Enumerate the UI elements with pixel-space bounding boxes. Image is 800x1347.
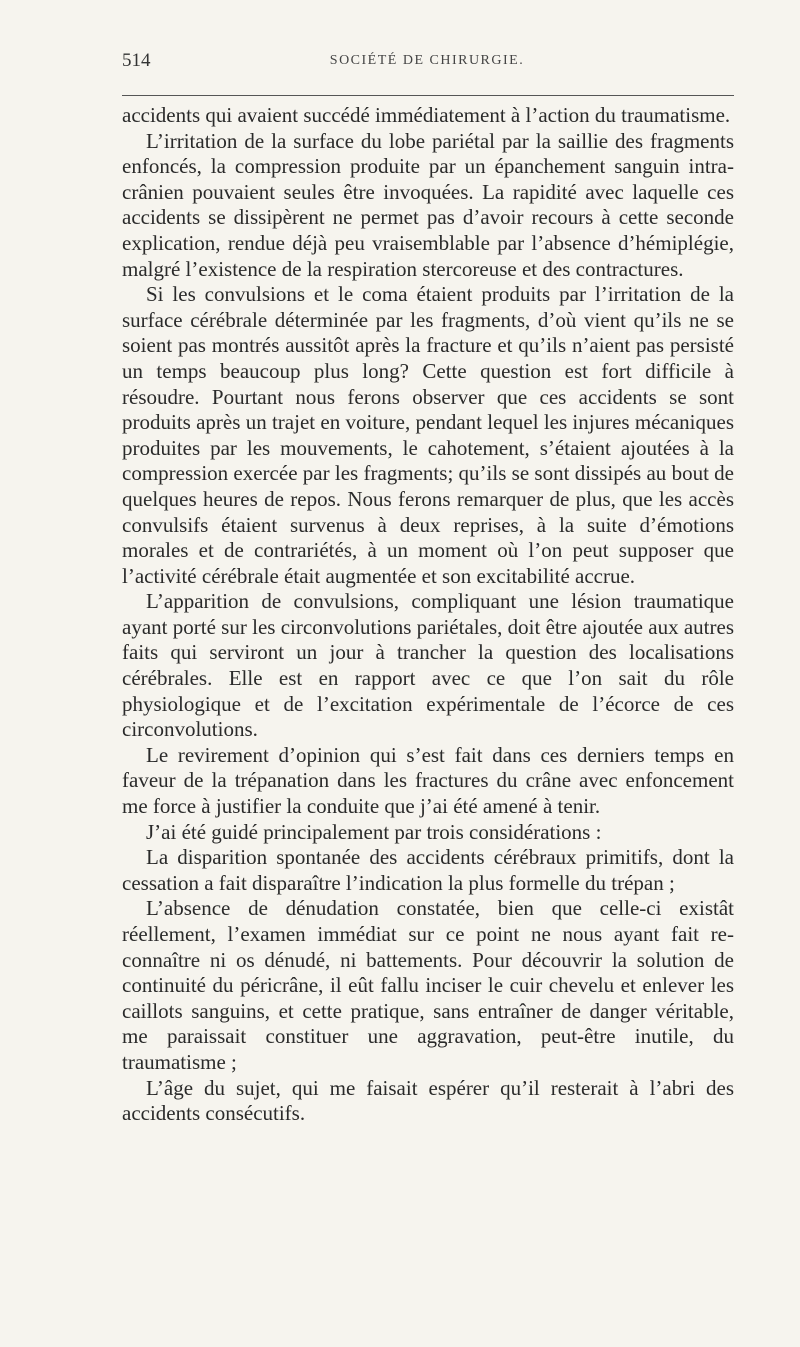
paragraph: L’absence de dénudation constatée, bien que celle-ci existât réellement, l’examen immédiat sur ce point ne nous ayant fait reconnaître ni os dénudé, ni battements. Pour découvrir la solution de continuité du péricrâne, il eût fallu inciser le cuir chevelu et enlever les caillots sanguins, et cette pratique, sans entraîner de danger véritable, me paraissait constituer une aggravation, peut-être inutile, du traumatisme ; [122, 896, 734, 1074]
header-rule [122, 95, 734, 96]
paragraph: L’irritation de la surface du lobe pariétal par la saillie des fragments enfoncés, la compression produite par un épanchement sanguin intra-crânien pouvaient seules être invoquées. La rapidité avec laquelle ces accidents se dissipèrent ne permet pas d’avoir recours à cette seconde explication, rendue déjà peu vraisemblable par l’absence d’hémiplégie, malgré l’existence de la respiration stercoreuse et des contractures. [122, 128, 734, 281]
page-header [122, 50, 732, 80]
paragraph: Le revirement d’opinion qui s’est fait dans ces derniers temps en faveur de la trépanation dans les fractures du crâne avec enfoncement me force à justifier la conduite que j’ai été amené à tenir. [122, 742, 734, 819]
paragraph: Si les convulsions et le coma étaient produits par l’irritation de la surface cérébrale déterminée par les fragments, d’où vient qu’ils ne se soient pas montrés aussitôt après la fracture et qu’ils n’aient pas persisté un temps beaucoup plus long? Cette question est fort difficile à résoudre. Pourtant nous ferons observer que ces accidents se sont produits après un trajet en voiture, pendant lequel les injures mécaniques produites par les mouvements, le cahotement, s’étaient ajoutées à la compression exercée par les fragments; qu’ils se sont dissipés au bout de quelques heures de repos. Nous ferons remarquer de plus, que les accès convulsifs étaient survenus à deux reprises, à la suite d’émotions morales et de contrariétés, à un moment où l’on peut supposer que l’activité cérébrale était augmentée et son excitabilité accrue. [122, 282, 734, 588]
paragraph: accidents qui avaient succédé immédiatement à l’action du traumatisme. [122, 103, 731, 127]
body-text [122, 103, 734, 1127]
page-number: 514 [122, 50, 151, 71]
paragraph: L’âge du sujet, qui me faisait espérer qu’il resterait à l’abri des accidents consécutifs. [122, 1075, 734, 1126]
paragraph: La disparition spontanée des accidents cérébraux primitifs, dont la cessation a fait disparaître l’indication la plus formelle du trépan ; [122, 845, 734, 895]
running-title: SOCIÉTÉ DE CHIRURGIE. [329, 53, 525, 68]
paragraph: J’ai été guidé principalement par trois considérations : [146, 819, 602, 844]
paragraph: L’apparition de convulsions, compliquant une lésion traumatique ayant porté sur les circonvolutions pariétales, doit être ajoutée aux autres faits qui serviront un jour à trancher la question des localisations cérébrales. Elle est en rapport avec ce que l’on sait du rôle physiologique et de l’excitation expérimentale de l’écorce de ces circonvolutions. [122, 589, 734, 742]
